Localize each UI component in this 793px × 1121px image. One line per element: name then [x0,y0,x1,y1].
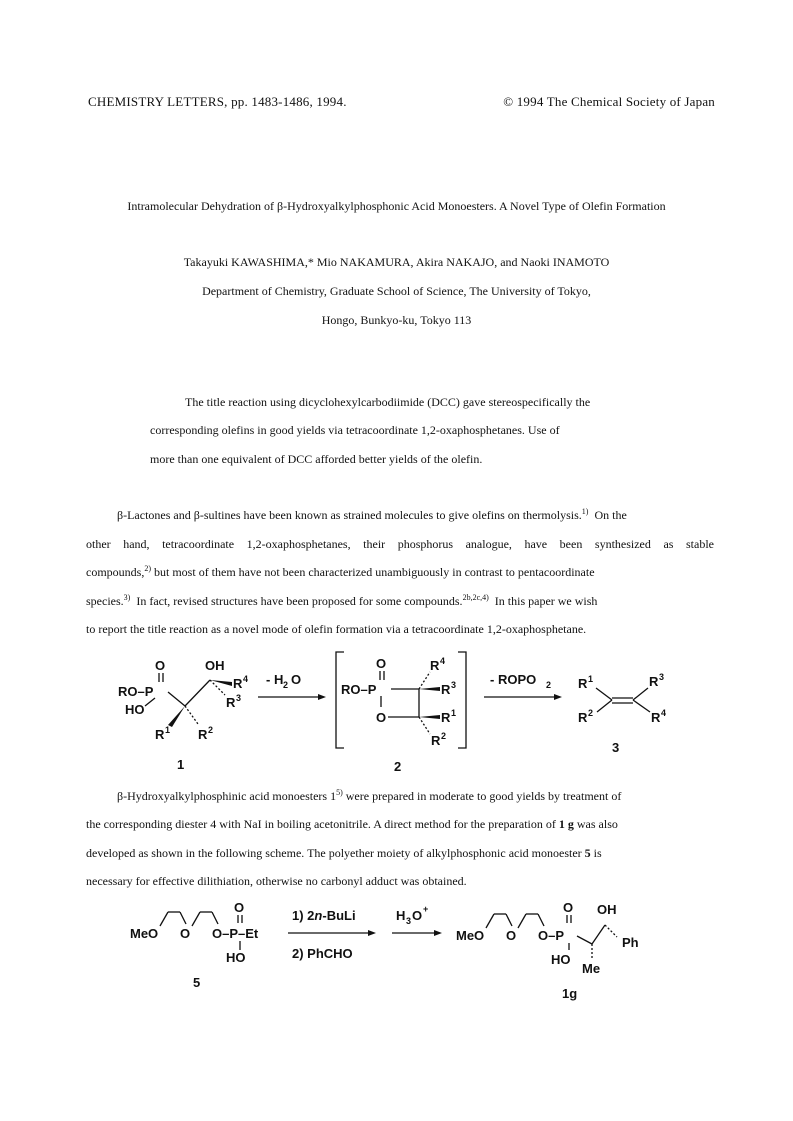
svg-text:R: R [226,695,236,710]
compound-label-2: 2 [394,759,402,774]
paragraph-line: β-Hydroxyalkylphosphinic acid monoesters 1$^{5)}$ were prepared in moderate to good yields by treatment of [117,788,622,803]
svg-text:O–P: O–P [538,928,565,943]
arrow-hydrolysis [392,904,442,936]
journal-header: CHEMISTRY LETTERS, pp. 1483-1486, 1994. [88,94,347,109]
paper-title: Intramolecular Dehydration of β-Hydroxyalkylphosphonic Acid Monoesters. A Novel Type of Olefin Formation [127,199,666,213]
svg-text:3: 3 [406,916,412,926]
svg-text:MeO: MeO [456,928,485,943]
abstract-line: more than one equivalent of DCC afforded better yields of the olefin. [150,452,483,466]
svg-text:O: O [563,900,574,915]
compound-1-structure [118,658,248,772]
svg-text:4: 4 [440,656,446,666]
compound-label-1: 1 [177,757,185,772]
svg-text:3: 3 [236,693,242,703]
svg-text:Me: Me [582,961,601,976]
svg-text:- ROPO: - ROPO [490,672,537,687]
svg-text:2: 2 [283,680,289,690]
svg-text:OH: OH [205,658,225,673]
svg-text:2: 2 [546,680,552,690]
svg-text:R: R [430,658,440,673]
svg-text:Ph: Ph [622,935,639,950]
svg-text:RO–P: RO–P [118,684,154,699]
compound-label-3: 3 [612,740,620,755]
svg-text:O–P–Et: O–P–Et [212,926,259,941]
svg-text:HO: HO [125,702,145,717]
svg-text:HO: HO [226,950,246,965]
svg-text:H: H [396,908,406,923]
svg-text:1: 1 [451,708,457,718]
paragraph-line: species.$^{3)}$ In fact, revised structures have been proposed for some compounds.$^{2b,2c,4)}$ In this paper we wish [86,593,598,608]
compound-1g-structure [456,900,639,1001]
svg-text:RO–P: RO–P [341,682,377,697]
affiliation-line-2: Hongo, Bunkyo-ku, Tokyo 113 [321,313,472,327]
svg-text:O: O [291,672,302,687]
svg-text:4: 4 [661,708,667,718]
svg-text:R: R [233,676,243,691]
compound-label-1g: 1g [562,986,578,1001]
svg-text:R: R [155,727,165,742]
compound-5-structure [130,900,259,990]
arrow-elimination [484,672,562,700]
compound-2-oxaphosphetane [336,652,466,774]
abstract-line: The title reaction using dicyclohexylcarbodiimide (DCC) gave stereospecifically the [185,395,591,409]
paragraph-line: β-Lactones and β-sultines have been known as strained molecules to give olefins on thermolysis.$^{1)}$ On the [117,507,627,522]
svg-text:R: R [578,676,588,691]
svg-text:2: 2 [588,708,594,718]
svg-text:- H: - H [266,672,284,687]
paragraph-line: developed as shown in the following scheme. The polyether moiety of alkylphosphonic acid monoester 5 is [86,846,602,860]
paragraph-line: compounds,$^{2)}$ but most of them have not been characterized unambiguously in contrast to pentacoordinate [86,564,595,579]
svg-text:2) PhCHO: 2) PhCHO [292,946,353,961]
svg-text:3: 3 [451,680,457,690]
svg-text:HO: HO [551,952,571,967]
arrow-reagents [288,908,376,961]
svg-text:O: O [412,908,423,923]
svg-text:1: 1 [165,725,171,735]
paragraph-line: the corresponding diester 4 with NaI in boiling acetonitrile. A direct method for the preparation of 1 g was also [86,817,618,831]
paragraph-line: necessary for effective dilithiation, otherwise no carbonyl adduct was obtained. [86,874,467,888]
abstract-line: corresponding olefins in good yields via tetracoordinate 1,2-oxaphosphetanes. Use of [150,423,560,437]
copyright-notice: © 1994 The Chemical Society of Japan [503,94,715,109]
reaction-scheme-2 [0,895,793,1010]
svg-text:2: 2 [441,731,447,741]
svg-text:O: O [180,926,191,941]
olefin-3-structure [578,672,666,755]
author-list: Takayuki KAWASHIMA,* Mio NAKAMURA, Akira NAKAJO, and Naoki INAMOTO [183,255,610,269]
svg-text:R: R [578,710,588,725]
svg-text:O: O [376,710,387,725]
svg-text:3: 3 [659,672,665,682]
svg-text:OH: OH [597,902,617,917]
svg-text:R: R [198,727,208,742]
svg-text:O: O [506,928,517,943]
svg-text:2: 2 [208,725,214,735]
svg-text:1) 2n-BuLi: 1) 2n-BuLi [292,908,356,923]
arrow-dehydration [258,672,326,700]
svg-text:O: O [376,656,387,671]
paragraph-line: to report the title reaction as a novel mode of olefin formation via a tetracoordinate 1,2-oxaphosphetane. [86,622,587,636]
svg-text:O: O [155,658,166,673]
reaction-scheme-1 [0,648,793,776]
svg-text:MeO: MeO [130,926,159,941]
svg-text:O: O [234,900,245,915]
svg-text:1: 1 [588,674,594,684]
paragraph-line: other hand, tetracoordinate 1,2-oxaphosphetanes, their phosphorus analogue, have been synthesized as stable [86,537,714,551]
svg-text:4: 4 [243,674,249,684]
svg-text:+: + [423,904,429,914]
svg-text:R: R [441,710,451,725]
svg-text:R: R [649,674,659,689]
svg-text:R: R [651,710,661,725]
compound-label-5: 5 [193,975,201,990]
svg-text:R: R [441,682,451,697]
svg-text:R: R [431,733,441,748]
affiliation-line-1: Department of Chemistry, Graduate School of Science, The University of Tokyo, [202,284,591,298]
